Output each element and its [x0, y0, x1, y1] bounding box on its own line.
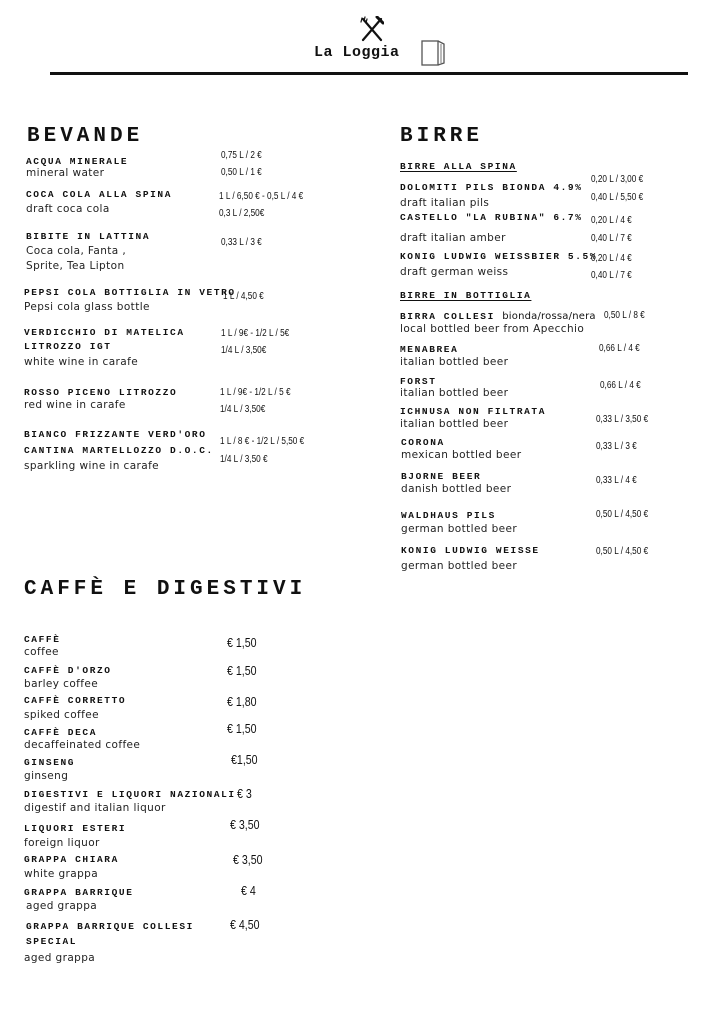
- item-price-bjorne: 0,33 L / 4 €: [596, 475, 637, 486]
- item-price-verdicchio-1: 1 L / 9€ - 1/2 L / 5€: [221, 328, 290, 339]
- item-desc-coca: draft coca cola: [26, 203, 110, 215]
- item-desc-deca: decaffeinated coffee: [24, 739, 141, 751]
- item-name-collesi-special-2: SPECIAL: [26, 936, 78, 947]
- item-name-bianco-2: CANTINA MARTELLOZZO D.O.C.: [24, 445, 214, 456]
- item-price-rosso-2: 1/4 L / 3,50€: [220, 404, 266, 415]
- item-price-verdicchio-2: 1/4 L / 3,50€: [221, 345, 267, 356]
- item-price-forst: 0,66 L / 4 €: [600, 380, 641, 391]
- item-name-coca: COCA COLA ALLA SPINA: [26, 189, 173, 200]
- item-price-corretto: € 1,80: [227, 695, 257, 709]
- section-title-caffe: CAFFÈ E DIGESTIVI: [24, 578, 307, 601]
- item-price-ginseng: €1,50: [231, 753, 258, 767]
- item-price-konig-spina-2: 0,40 L / 7 €: [591, 270, 632, 281]
- item-price-corona: 0,33 L / 3 €: [596, 441, 637, 452]
- item-name-collesi-special-1: GRAPPA BARRIQUE COLLESI: [26, 921, 194, 932]
- item-desc-caffe: coffee: [24, 646, 59, 658]
- item-name-forst: FORST: [400, 376, 437, 387]
- item-price-acqua-1: 0,75 L / 2 €: [221, 150, 262, 161]
- item-price-bianco-1: 1 L / 8 € - 1/2 L / 5,50 €: [220, 436, 305, 447]
- item-name-rosso: ROSSO PICENO LITROZZO: [24, 387, 178, 398]
- item-price-coca-1: 1 L / 6,50 € - 0,5 L / 4 €: [219, 191, 304, 202]
- item-name-dolomiti: DOLOMITI PILS BIONDA 4.9%: [400, 182, 583, 193]
- header-divider: [50, 72, 688, 75]
- item-name-waldhaus: WALDHAUS PILS: [401, 510, 496, 521]
- item-price-acqua-2: 0,50 L / 1 €: [221, 167, 262, 178]
- item-name-corona: CORONA: [401, 437, 445, 448]
- item-name-collesi: [400, 311, 596, 323]
- item-price-orzo: € 1,50: [227, 664, 257, 678]
- item-desc-konig-spina: draft german weiss: [400, 266, 509, 278]
- item-price-castello-1: 0,20 L / 4 €: [591, 215, 632, 226]
- item-price-chiara: € 3,50: [233, 853, 263, 867]
- item-name-castello: CASTELLO "LA RUBINA" 6.7%: [400, 212, 583, 223]
- item-desc-chiara: white grappa: [24, 868, 99, 880]
- item-desc-barrique: aged grappa: [26, 900, 98, 912]
- item-price-bianco-2: 1/4 L / 3,50 €: [220, 454, 268, 465]
- item-name-digestivi: DIGESTIVI E LIQUORI NAZIONALI: [24, 789, 236, 800]
- subsection-title-spina: BIRRE ALLA SPINA: [400, 161, 517, 172]
- item-desc-bjorne: danish bottled beer: [401, 483, 512, 495]
- item-name-chiara: GRAPPA CHIARA: [24, 854, 119, 865]
- item-desc-digestivi: digestif and italian liquor: [24, 802, 166, 814]
- item-desc-verdicchio: white wine in carafe: [24, 356, 139, 368]
- item-price-pepsi: 1 L / 4,50 €: [223, 291, 264, 302]
- item-price-dolomiti-2: 0,40 L / 5,50 €: [591, 192, 644, 203]
- item-price-ichnusa: 0,33 L / 3,50 €: [596, 414, 649, 425]
- item-desc-dolomiti: draft italian pils: [400, 197, 490, 209]
- item-price-konig-bott: 0,50 L / 4,50 €: [596, 546, 649, 557]
- item-desc-bibite-2: Sprite, Tea Lipton: [26, 260, 125, 272]
- item-price-menabrea: 0,66 L / 4 €: [599, 343, 640, 354]
- item-name-esteri: LIQUORI ESTERI: [24, 823, 127, 834]
- item-name-collesi-label: BIRRA COLLESI: [400, 311, 495, 322]
- item-price-collesi: 0,50 L / 8 €: [604, 310, 645, 321]
- item-price-esteri: € 3,50: [230, 818, 260, 832]
- item-price-caffe: € 1,50: [227, 636, 257, 650]
- item-variants-collesi: bionda/rossa/nera: [502, 311, 596, 322]
- item-desc-bianco: sparkling wine in carafe: [24, 460, 160, 472]
- item-name-konig-bott: KONIG LUDWIG WEISSE: [401, 545, 540, 556]
- item-price-waldhaus: 0,50 L / 4,50 €: [596, 509, 649, 520]
- item-desc-corretto: spiked coffee: [24, 709, 99, 721]
- item-name-bjorne: BJORNE BEER: [401, 471, 482, 482]
- item-price-rosso-1: 1 L / 9€ - 1/2 L / 5 €: [220, 387, 291, 398]
- item-name-deca: CAFFÈ DECA: [24, 727, 98, 738]
- item-desc-acqua: mineral water: [26, 167, 105, 179]
- item-price-digestivi: € 3: [237, 787, 252, 801]
- item-price-castello-2: 0,40 L / 7 €: [591, 233, 632, 244]
- logo-text: La Loggia: [314, 44, 400, 61]
- item-name-orzo: CAFFÈ D'ORZO: [24, 665, 112, 676]
- item-name-konig-spina: KONIG LUDWIG WEISSBIER 5.5%: [400, 251, 598, 262]
- item-name-verdicchio-2: LITROZZO IGT: [24, 341, 112, 352]
- item-name-pepsi: PEPSI COLA BOTTIGLIA IN VETRO: [24, 287, 236, 298]
- fork-knife-icon: [360, 16, 384, 42]
- item-desc-konig-bott: german bottled beer: [401, 560, 518, 572]
- menu-header: [0, 0, 724, 80]
- item-desc-pepsi: Pepsi cola glass bottle: [24, 301, 150, 313]
- item-desc-collesi: local bottled beer from Apecchio: [400, 323, 585, 335]
- item-name-menabrea: MENABREA: [400, 344, 459, 355]
- item-name-bibite: BIBITE IN LATTINA: [26, 231, 151, 242]
- item-name-verdicchio-1: VERDICCHIO DI MATELICA: [24, 327, 185, 338]
- item-desc-rosso: red wine in carafe: [24, 399, 126, 411]
- item-desc-ichnusa: italian bottled beer: [400, 418, 509, 430]
- item-price-collesi-special: € 4,50: [230, 918, 260, 932]
- item-desc-menabrea: italian bottled beer: [400, 356, 509, 368]
- item-price-deca: € 1,50: [227, 722, 257, 736]
- item-desc-ginseng: ginseng: [24, 770, 69, 782]
- item-desc-orzo: barley coffee: [24, 678, 99, 690]
- item-name-ginseng: GINSENG: [24, 757, 76, 768]
- item-name-corretto: CAFFÈ CORRETTO: [24, 695, 127, 706]
- item-desc-waldhaus: german bottled beer: [401, 523, 518, 535]
- item-name-caffe: CAFFÈ: [24, 634, 61, 645]
- item-desc-bibite-1: Coca cola, Fanta ,: [26, 245, 127, 257]
- item-desc-corona: mexican bottled beer: [401, 449, 522, 461]
- item-desc-castello: draft italian amber: [400, 232, 506, 244]
- item-desc-collesi-special: aged grappa: [24, 952, 96, 964]
- item-name-bianco-1: BIANCO FRIZZANTE VERD'ORO: [24, 429, 207, 440]
- item-desc-forst: italian bottled beer: [400, 387, 509, 399]
- item-price-coca-2: 0,3 L / 2,50€: [219, 208, 265, 219]
- item-desc-esteri: foreign liquor: [24, 837, 100, 849]
- loggia-door-icon: [420, 38, 446, 66]
- item-price-barrique: € 4: [241, 884, 256, 898]
- item-price-dolomiti-1: 0,20 L / 3,00 €: [591, 174, 644, 185]
- subsection-title-bottiglia: BIRRE IN BOTTIGLIA: [400, 290, 532, 301]
- item-name-barrique: GRAPPA BARRIQUE: [24, 887, 134, 898]
- item-name-acqua: ACQUA MINERALE: [26, 156, 129, 167]
- item-name-ichnusa: ICHNUSA NON FILTRATA: [400, 406, 547, 417]
- item-price-konig-spina-1: 0,20 L / 4 €: [591, 253, 632, 264]
- section-title-birre: BIRRE: [400, 125, 484, 148]
- item-price-bibite: 0,33 L / 3 €: [221, 237, 262, 248]
- section-title-bevande: BEVANDE: [27, 125, 144, 148]
